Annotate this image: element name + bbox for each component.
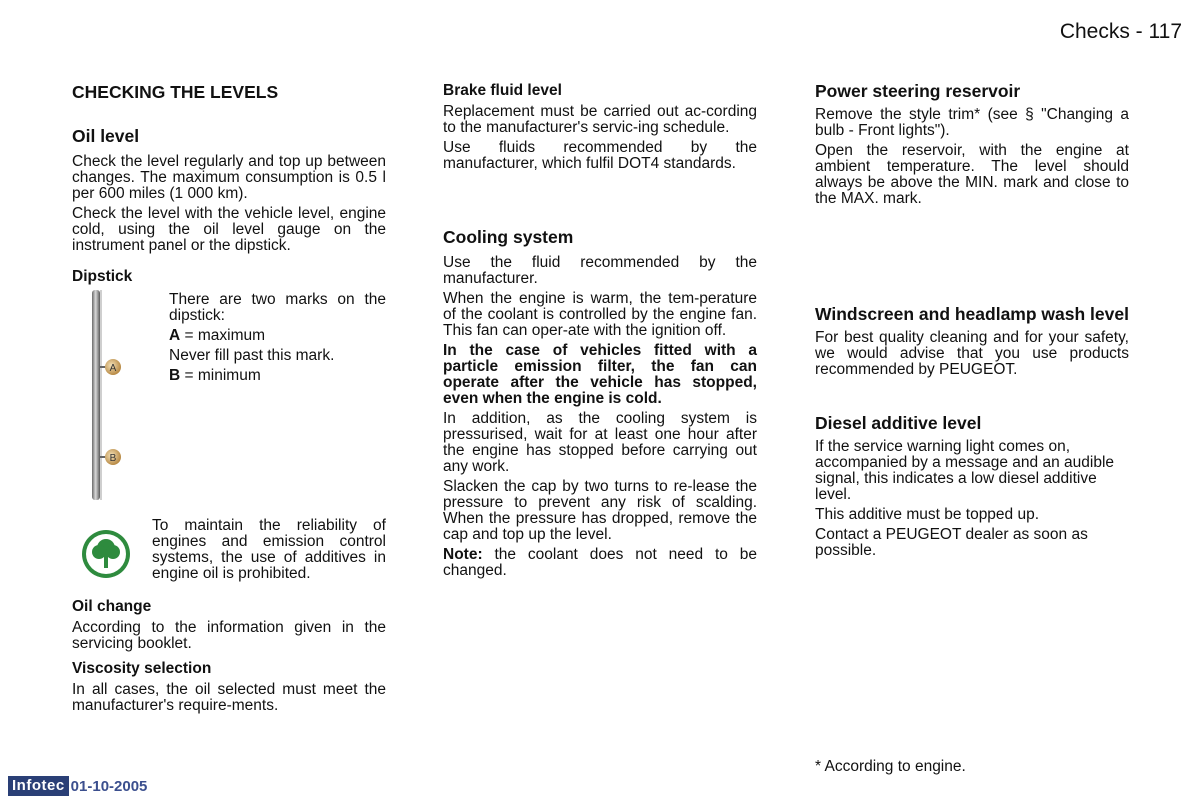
footnote: * According to engine.: [815, 758, 966, 775]
environment-note-block: [72, 518, 386, 598]
heading-brake-fluid: Brake fluid level: [443, 82, 562, 99]
dipstick-text-2: Never fill past this mark.: [169, 347, 335, 364]
svg-text:B: B: [109, 453, 117, 464]
oil-change-text: According to the information given in the servicing booklet.: [72, 619, 386, 652]
diesel-text-3: Contact a PEUGEOT dealer as soon as possible.: [815, 526, 1088, 559]
svg-text:A: A: [109, 363, 117, 374]
column-middle: [443, 82, 757, 583]
cooling-text-4: In addition, as the cooling system is pressurised, wait for at least one hour after the engine has stopped before carrying out any work.: [443, 410, 757, 475]
viscosity-text: In all cases, the oil selected must meet the manufacturer's require-ments.: [72, 681, 386, 714]
cooling-note: Note: the coolant does not need to be changed.: [443, 546, 757, 579]
dipstick-illustration-icon: [86, 290, 126, 505]
dipstick-mark-a: A = maximum: [169, 327, 266, 344]
heading-viscosity: Viscosity selection: [72, 660, 212, 677]
footer-date: 01-10-2005: [70, 777, 148, 795]
cooling-text-5: Slacken the cap by two turns to re-lease the pressure to prevent any risk of scalding. When the pressure has dropped, remove the cap and top up the level.: [443, 478, 757, 543]
washer-text-1: For best quality cleaning and for your safety, we would advise that you use products recommended by PEUGEOT.: [815, 329, 1129, 378]
heading-dipstick: Dipstick: [72, 268, 133, 285]
cooling-text-2: When the engine is warm, the tem-perature of the coolant is controlled by the engine fan. This fan can oper-ate with the ignition off.: [443, 290, 757, 339]
cooling-text-3-warning: In the case of vehicles fitted with a particle emission filter, the fan can operate after the vehicle has stopped, even when the engine is cold.: [443, 342, 757, 407]
footer: [8, 776, 147, 796]
heading-washer-level: Windscreen and headlamp wash level: [815, 304, 1129, 324]
power-steering-text-1: Remove the style trim* (see § "Changing a bulb - Front lights").: [815, 106, 1129, 139]
oil-level-text-2: Check the level with the vehicle level, engine cold, using the oil level gauge on the instrument panel or the dipstick.: [72, 205, 386, 254]
tree-environment-icon: [80, 528, 132, 580]
column-right: [815, 82, 1129, 563]
diesel-text-1: If the service warning light comes on, accompanied by a message and an audible signal, this indicates a low diesel additive level.: [815, 438, 1115, 503]
environment-note-text: To maintain the reliability of engines and emission control systems, the use of additives in engine oil is prohibited.: [152, 517, 386, 582]
dipstick-mark-b: B = minimum: [169, 367, 261, 384]
heading-oil-level: Oil level: [72, 126, 140, 146]
heading-cooling-system: Cooling system: [443, 227, 574, 247]
brake-text-1: Replacement must be carried out ac-cording to the manufacturer's servic-ing schedule.: [443, 103, 757, 136]
page-header: Checks - 117: [1059, 20, 1182, 43]
section-title-checking-levels: CHECKING THE LEVELS: [72, 82, 279, 102]
dipstick-block: [72, 292, 386, 520]
power-steering-text-2: Open the reservoir, with the engine at ambient temperature. The level should always be above the MIN. mark and close to the MAX. mark.: [815, 142, 1129, 207]
diesel-text-2: This additive must be topped up.: [815, 506, 1040, 523]
dipstick-text: [169, 292, 386, 388]
footer-brand-logo: Infotec: [8, 776, 69, 796]
heading-diesel-additive: Diesel additive level: [815, 413, 982, 433]
cooling-text-1: Use the fluid recommended by the manufacturer.: [443, 254, 757, 287]
brake-text-2: Use fluids recommended by the manufacturer, which fulfil DOT4 standards.: [443, 139, 757, 172]
heading-power-steering: Power steering reservoir: [815, 81, 1021, 101]
column-left: [72, 82, 386, 718]
heading-oil-change: Oil change: [72, 598, 152, 615]
dipstick-text-1: There are two marks on the dipstick:: [169, 291, 386, 324]
oil-level-text-1: Check the level regularly and top up between changes. The maximum consumption is 0.5 l per 600 miles (1 000 km).: [72, 153, 386, 202]
